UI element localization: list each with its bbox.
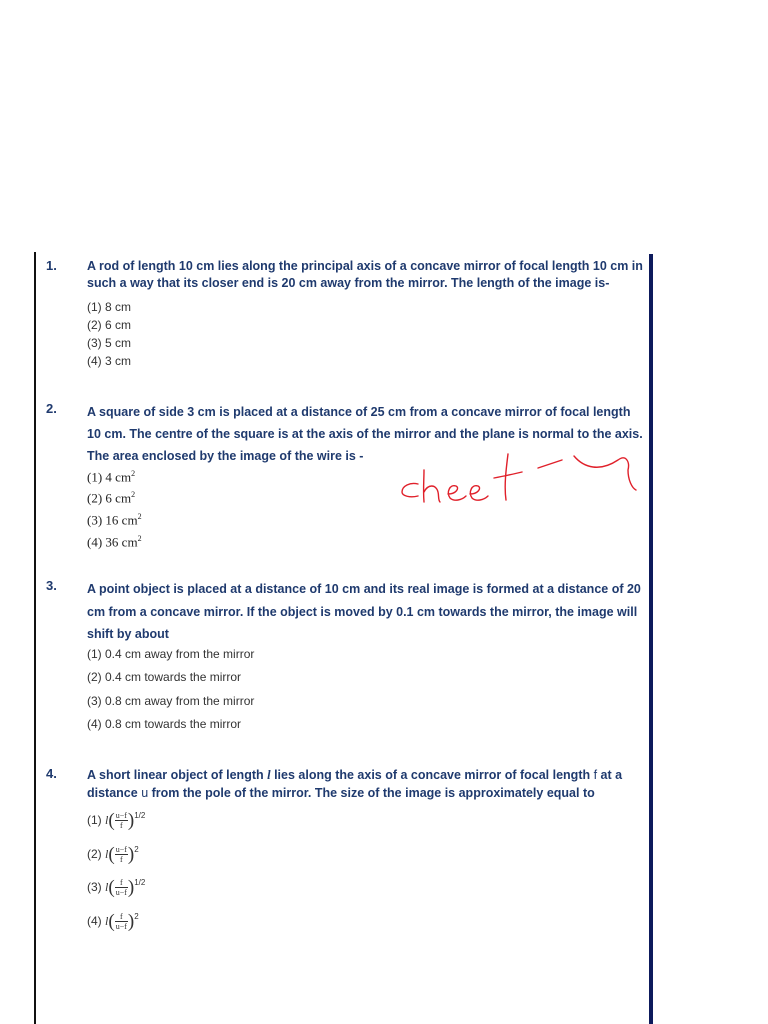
ink-letter-t bbox=[494, 454, 522, 500]
paren-open: ( bbox=[108, 809, 115, 831]
variable-l: l bbox=[105, 847, 109, 861]
ink-numeral-1 bbox=[574, 456, 636, 490]
exponent: 2 bbox=[134, 912, 139, 921]
option-4: (4) 0.8 cm towards the mirror bbox=[87, 717, 242, 731]
ink-dash bbox=[538, 460, 562, 468]
variable-l: l bbox=[105, 880, 109, 894]
numerator: f bbox=[115, 878, 128, 888]
text-part: at a distance bbox=[87, 768, 623, 800]
question-text: A square of side 3 cm is placed at a distance of 25 cm from a concave mirror of focal length 10 cm. The centre of the square is at the axis of the mirror and the plane is normal to the axis. The area enclosed by the image of the wire is - bbox=[87, 405, 643, 463]
option-2 bbox=[87, 842, 139, 867]
option-value: 4 cm bbox=[105, 469, 132, 485]
option-3: (3) 5 cm bbox=[87, 336, 132, 350]
denominator: f bbox=[119, 821, 123, 831]
option-1 bbox=[87, 808, 145, 833]
variable-l: l bbox=[105, 813, 109, 827]
question-number: 1. bbox=[46, 258, 57, 273]
left-margin-rule bbox=[34, 252, 36, 1024]
option-2: (2) 0.4 cm towards the mirror bbox=[87, 670, 242, 684]
option-label: (4) bbox=[87, 914, 102, 928]
text-part: A short linear object of length bbox=[87, 768, 268, 782]
denominator: f bbox=[119, 855, 123, 865]
fraction bbox=[115, 878, 128, 897]
exponent: 1/2 bbox=[134, 811, 146, 820]
option-label: (1) bbox=[87, 813, 102, 827]
option-label: (4) bbox=[87, 534, 103, 550]
question-text: A rod of length 10 cm lies along the principal axis of a concave mirror of focal length 10 cm in such a way that its closer end is 20 cm away from the mirror. The length of the image is- bbox=[87, 259, 643, 290]
ink-letter-h bbox=[424, 470, 440, 502]
paren-open: ( bbox=[108, 910, 115, 932]
question-text: A point object is placed at a distance of 10 cm and its real image is formed at a distance of 20 cm from a concave mirror. If the object is moved by 0.1 cm towards the mirror, the image will shift by about bbox=[87, 582, 641, 641]
option-4 bbox=[87, 534, 142, 550]
superscript: 2 bbox=[137, 512, 142, 521]
option-1 bbox=[87, 469, 135, 485]
paren-close: ) bbox=[127, 876, 135, 898]
superscript: 2 bbox=[137, 534, 142, 543]
variable-f: f bbox=[593, 768, 598, 782]
fraction bbox=[115, 912, 128, 931]
question-number: 2. bbox=[46, 401, 57, 416]
option-3 bbox=[87, 875, 145, 900]
option-label: (2) bbox=[87, 847, 102, 861]
option-value: 36 cm bbox=[105, 534, 138, 550]
question-text bbox=[87, 766, 643, 802]
option-label: (3) bbox=[87, 512, 103, 528]
ink-letter-c bbox=[402, 483, 418, 496]
text-part: lies along the axis of a concave mirror of focal length bbox=[270, 768, 594, 782]
option-label: (1) bbox=[87, 469, 103, 485]
ink-letter-e2 bbox=[470, 486, 488, 500]
variable-l: l bbox=[105, 914, 109, 928]
option-2 bbox=[87, 490, 135, 506]
paren-close: ) bbox=[127, 910, 135, 932]
numerator: f bbox=[115, 912, 128, 922]
question-number: 3. bbox=[46, 578, 57, 593]
question-number: 4. bbox=[46, 766, 57, 781]
option-3 bbox=[87, 512, 142, 528]
variable-l: l bbox=[267, 768, 271, 782]
option-label: (2) bbox=[87, 490, 103, 506]
paren-open: ( bbox=[108, 843, 115, 865]
handwritten-annotation-sheet-1 bbox=[390, 440, 640, 510]
right-margin-rule bbox=[649, 254, 653, 1024]
paren-close: ) bbox=[127, 843, 135, 865]
paren-close: ) bbox=[127, 809, 135, 831]
exponent: 1/2 bbox=[134, 878, 146, 887]
option-value: 16 cm bbox=[105, 512, 138, 528]
numerator: u−f bbox=[115, 845, 127, 855]
paren-open: ( bbox=[108, 876, 115, 898]
fraction bbox=[115, 811, 128, 830]
variable-u: u bbox=[141, 786, 149, 800]
superscript: 2 bbox=[131, 490, 136, 499]
option-4: (4) 3 cm bbox=[87, 354, 132, 368]
superscript: 2 bbox=[131, 469, 136, 478]
option-3: (3) 0.8 cm away from the mirror bbox=[87, 694, 255, 708]
option-1: (1) 8 cm bbox=[87, 300, 132, 314]
denominator: u−f bbox=[115, 922, 127, 932]
option-4 bbox=[87, 909, 139, 934]
ink-letter-e1 bbox=[448, 486, 466, 500]
numerator: u−f bbox=[115, 811, 127, 821]
option-value: 6 cm bbox=[105, 490, 132, 506]
option-2: (2) 6 cm bbox=[87, 318, 132, 332]
fraction bbox=[115, 845, 128, 864]
option-label: (3) bbox=[87, 880, 102, 894]
option-1: (1) 0.4 cm away from the mirror bbox=[87, 647, 255, 661]
exponent: 2 bbox=[134, 845, 139, 854]
denominator: u−f bbox=[115, 888, 127, 898]
text-part: from the pole of the mirror. The size of the image is approximately equal to bbox=[148, 786, 595, 800]
